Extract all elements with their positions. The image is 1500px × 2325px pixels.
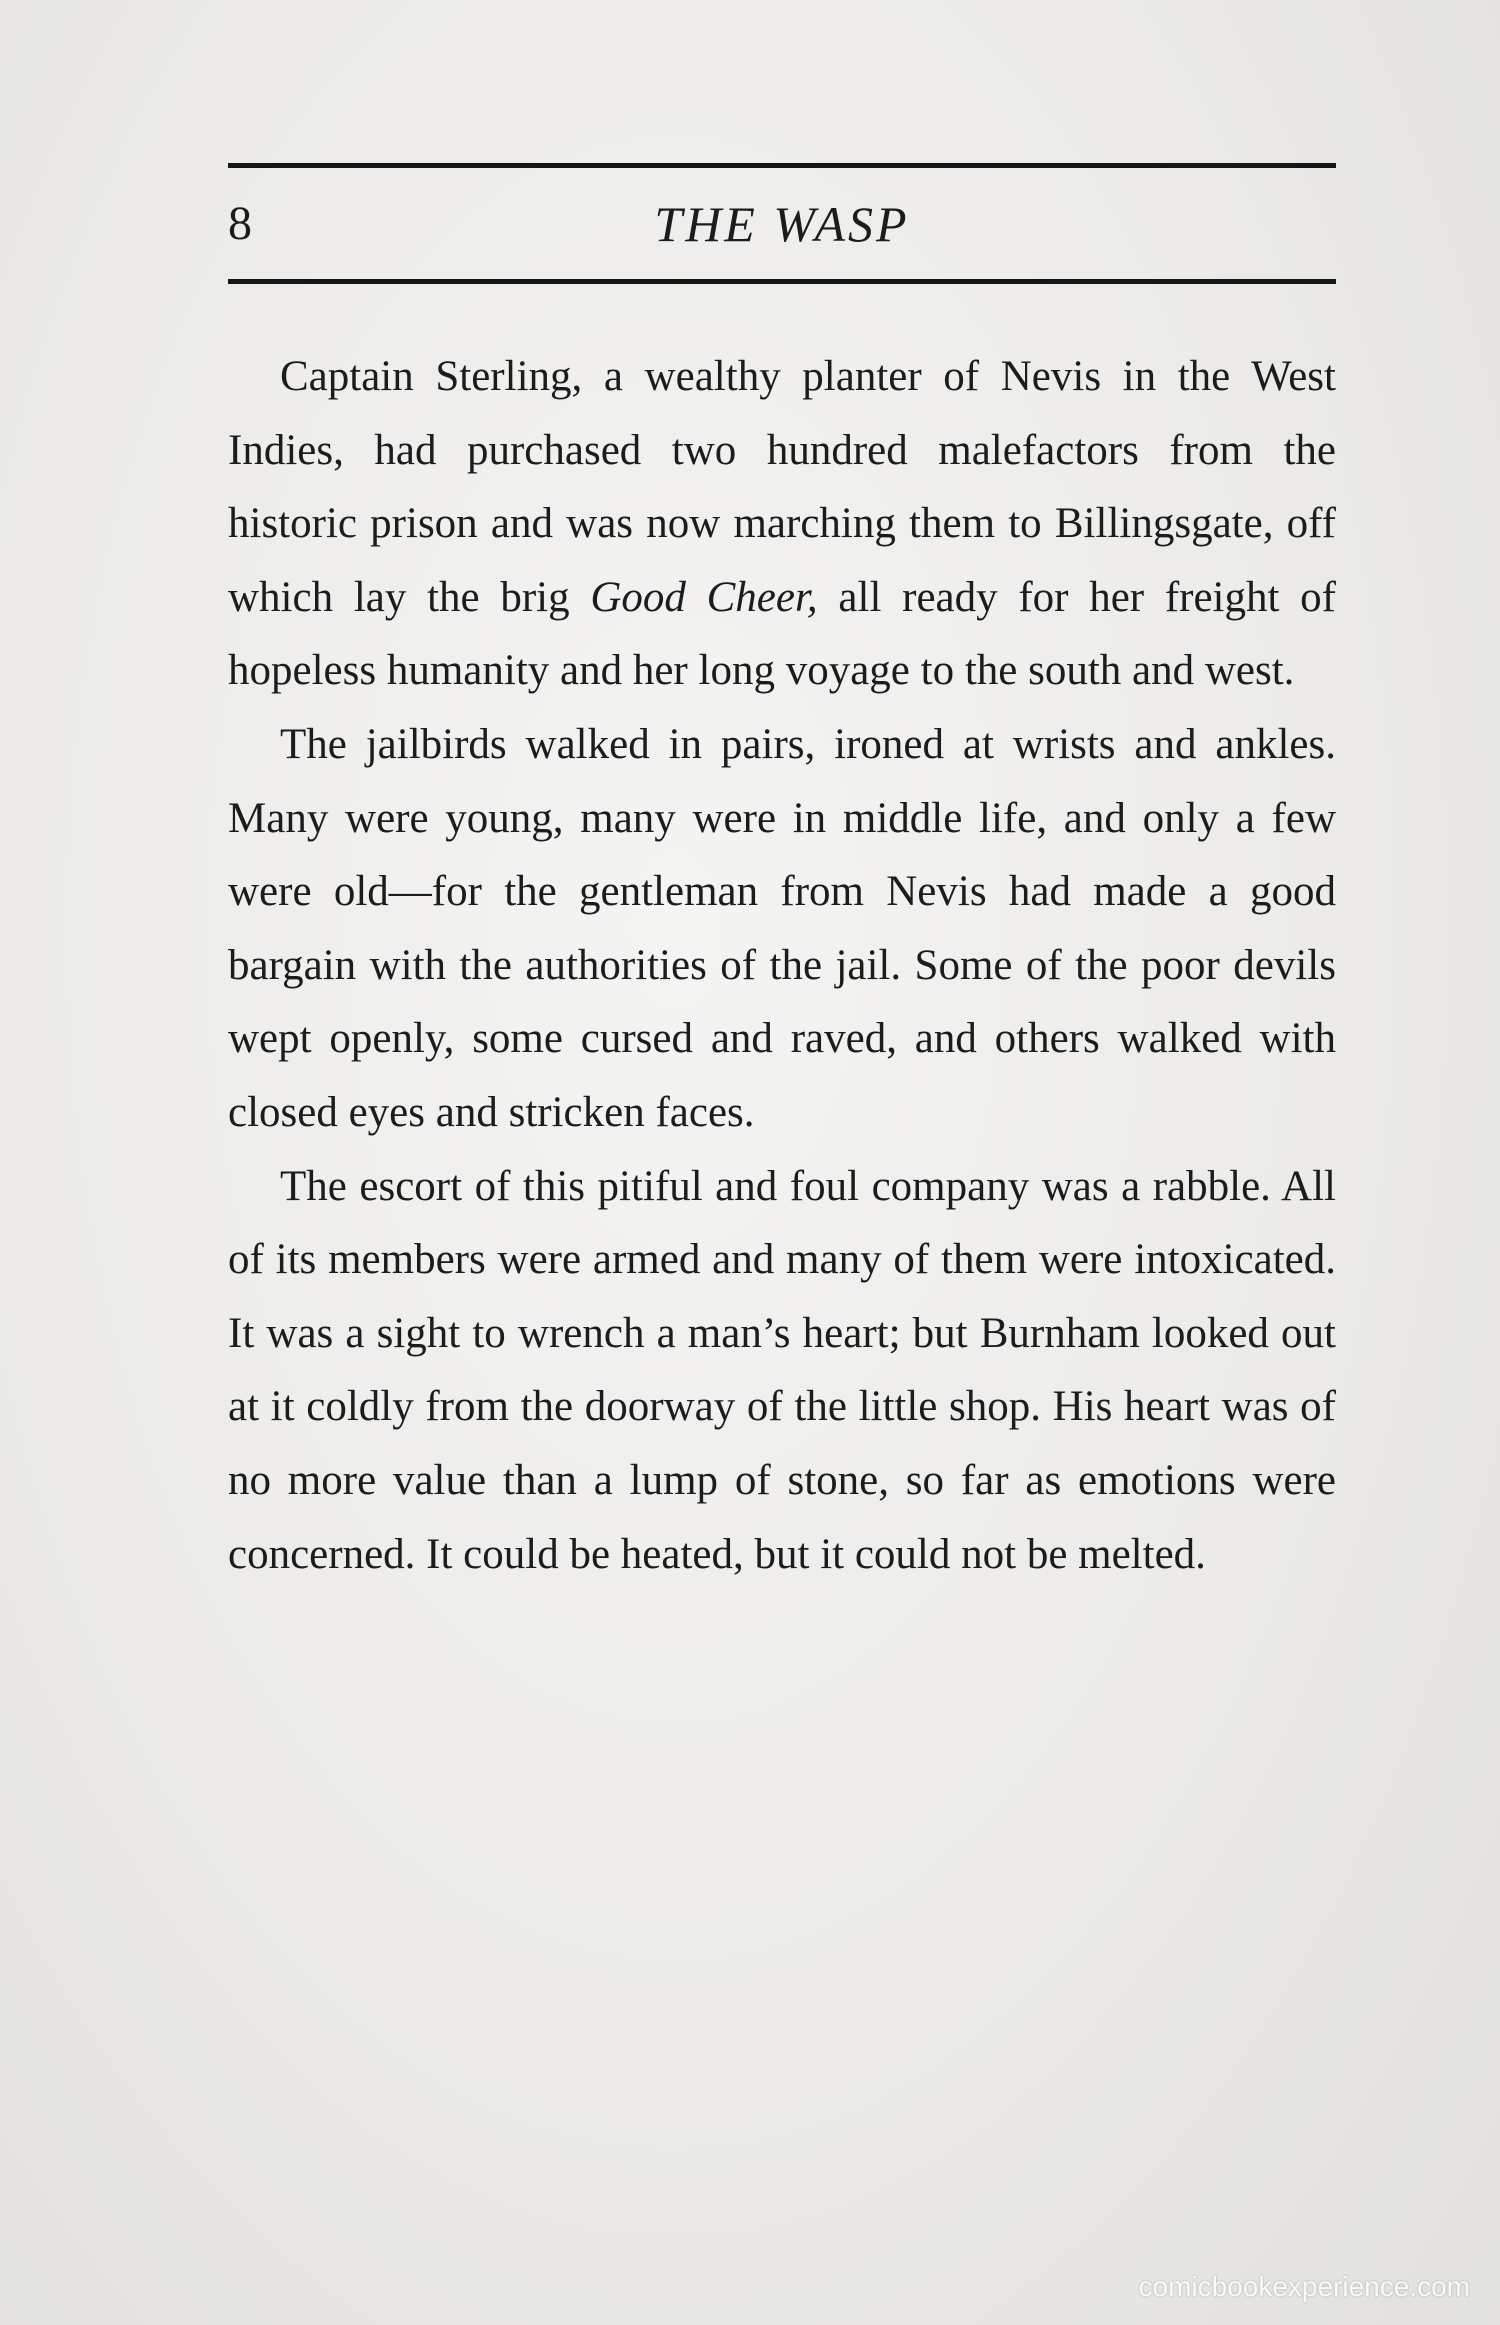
- paragraph-2: The jailbirds walked in pairs, ironed at wrists and ankles. Many were young, many were in middle life, and only a few were old—for the gentleman from Nevis had made a good bargain with the authorities of the jail. Some of the poor devils wept openly, some cursed and raved, and others walked with closed eyes and stricken faces.: [228, 720, 1336, 1136]
- header-bottom-rule: [228, 279, 1336, 284]
- body-text: [228, 340, 1336, 1591]
- ship-name: Good Cheer,: [590, 573, 818, 621]
- running-title: THE WASP: [654, 196, 910, 252]
- running-head: [228, 190, 1336, 260]
- header-top-rule: [228, 163, 1336, 168]
- paragraph-1-text-start: Captain Sterling, a wealthy planter of Nevis in the West Indies, had purchased two hundred malefactors from the historic prison and was now marching them to Billingsgate, off which lay the brig: [228, 353, 1336, 621]
- paragraph-3: The escort of this pitiful and foul company was a rabble. All of its members were armed and many of them were intoxicated. It was a sight to wrench a man’s heart; but Burnham looked out at it coldly from the doorway of the little shop. His heart was of no more value than a lump of stone, so far as emotions were concerned. It could be heated, but it could not be melted.: [228, 1162, 1336, 1578]
- paragraph-1-text-end: all ready for her freight of hopeless humanity and her long voyage to the south and west.: [228, 573, 1337, 695]
- paragraph-1: [228, 340, 1336, 708]
- watermark: comicbookexperience.com: [1138, 2271, 1470, 2302]
- page-number: 8: [228, 197, 252, 250]
